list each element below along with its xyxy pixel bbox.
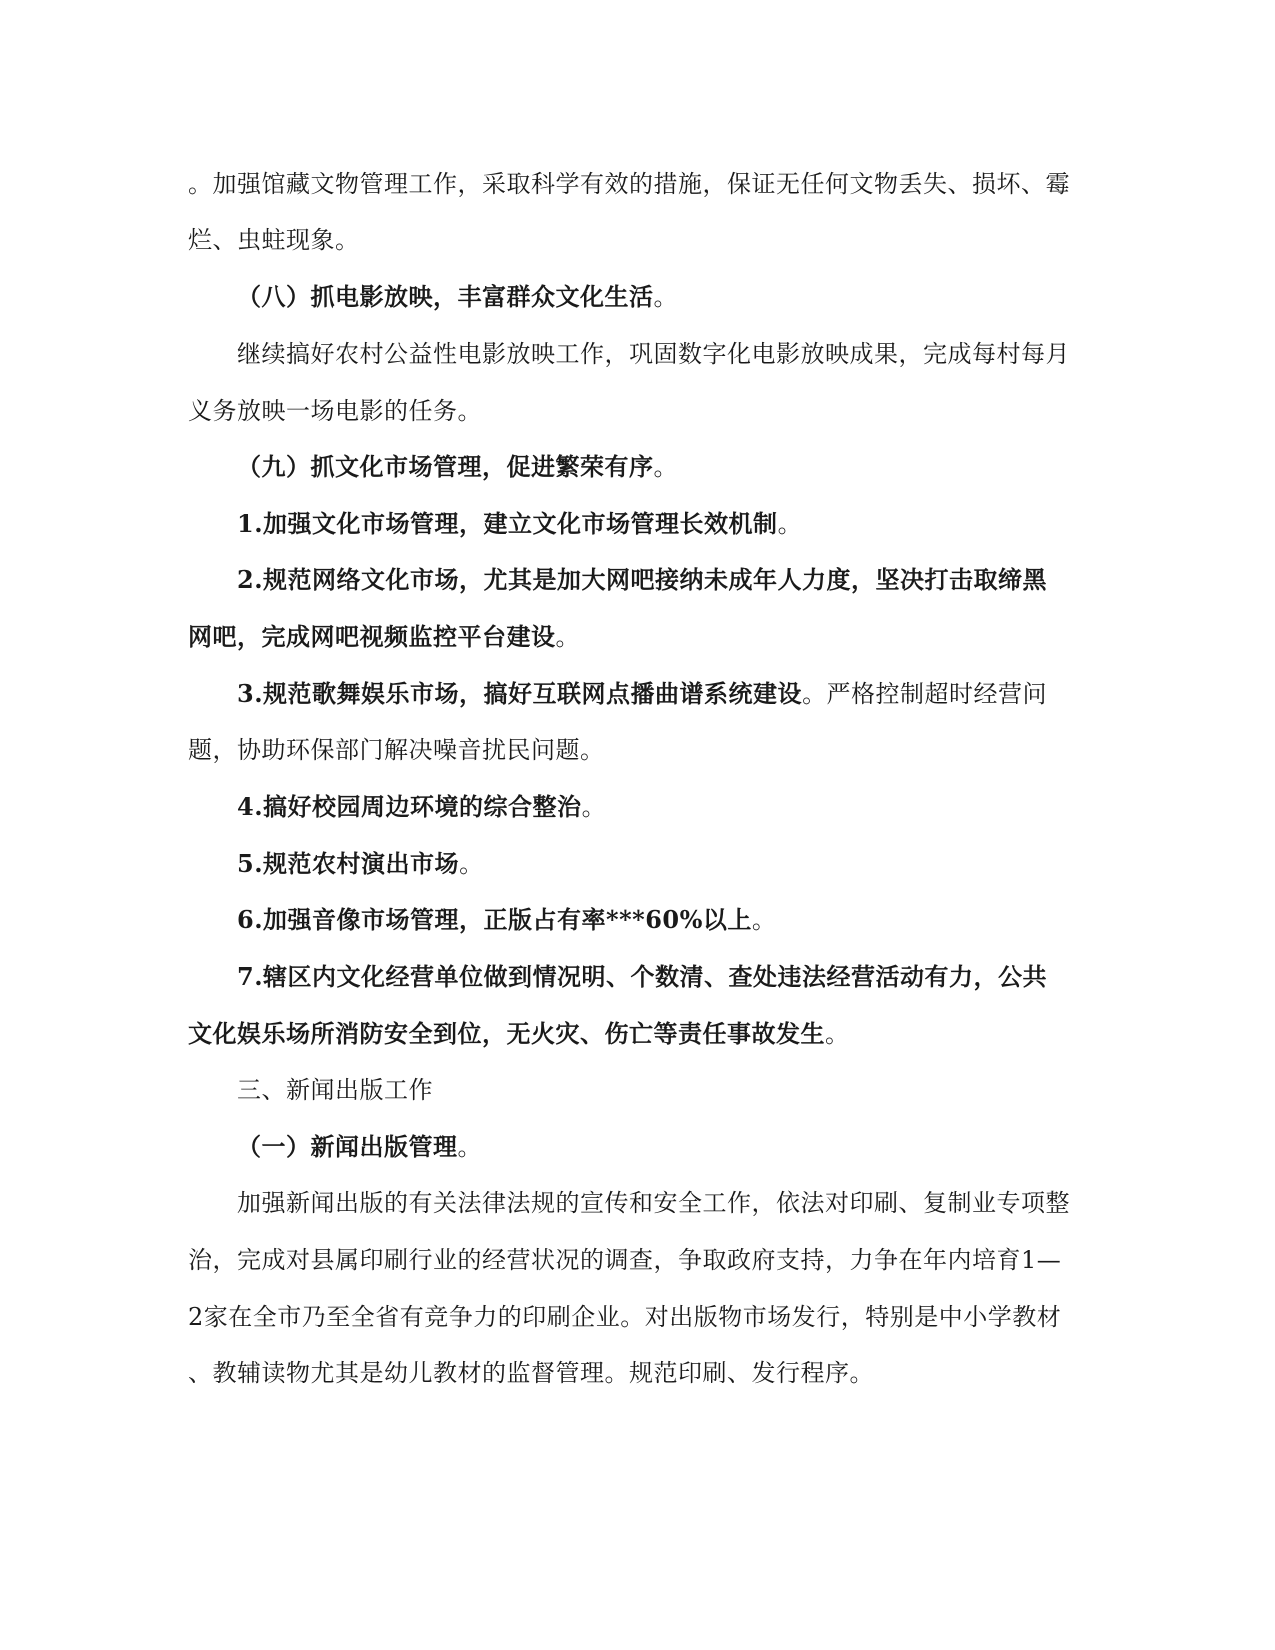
list-item-continuation: [188, 622, 1088, 652]
text-segment: 2.规范网络文化市场，尤其是加大网吧接纳未成年人力度，坚决打击取缔黑: [237, 565, 1048, 594]
text-segment: 4.搞好校园周边环境的综合整治: [237, 792, 582, 821]
text-line: [188, 225, 1088, 255]
text-line: [188, 169, 1088, 199]
text-segment: 。: [777, 510, 803, 538]
list-item: [237, 849, 1137, 879]
text-segment: 6.加强音像市场管理，正版占有率***60%以上: [237, 905, 752, 934]
text-segment: （八）抓电影放映，丰富群众文化生活: [237, 282, 654, 311]
section-heading: [237, 282, 1137, 312]
text-segment: 加强新闻出版的有关法律法规的宣传和安全工作，依法对印刷、复制业专项整: [237, 1189, 1070, 1217]
text-segment: 。: [555, 623, 580, 651]
text-segment: 。: [751, 906, 777, 934]
list-item: [237, 905, 1137, 935]
list-item: [237, 679, 1137, 709]
text-line: [188, 1302, 1088, 1332]
list-item-continuation: [188, 1019, 1088, 1049]
text-segment: 2家在全市乃至全省有竞争力的印刷企业。对出版物市场发行，特别是中小学教材: [188, 1303, 1062, 1331]
text-segment: 继续搞好农村公益性电影放映工作，巩固数字化电影放映成果，完成每村每月: [237, 340, 1070, 368]
text-segment: 。: [581, 793, 607, 821]
text-segment: 。: [653, 283, 678, 311]
text-segment: （九）抓文化市场管理，促进繁荣有序: [237, 452, 654, 481]
text-segment: 。: [457, 1133, 482, 1161]
text-segment: 文化娱乐场所消防安全到位，无火灾、伤亡等责任事故发生: [188, 1019, 825, 1048]
text-segment: 三、新闻出版工作: [237, 1076, 433, 1104]
text-line: [188, 396, 1088, 426]
text-segment: 义务放映一场电影的任务。: [188, 397, 482, 425]
text-segment: 、教辅读物尤其是幼儿教材的监督管理。规范印刷、发行程序。: [188, 1359, 874, 1387]
text-segment: 。: [653, 453, 678, 481]
chapter-heading: [237, 1075, 1137, 1105]
list-item: [237, 792, 1137, 822]
text-segment: 。: [459, 850, 484, 878]
list-item: [237, 565, 1137, 595]
list-item: [237, 962, 1137, 992]
text-line: [237, 339, 1137, 369]
text-segment: 。: [825, 1020, 850, 1048]
text-segment: 烂、虫蛀现象。: [188, 226, 360, 254]
text-segment: 题，协助环保部门解决噪音扰民问题。: [188, 736, 605, 764]
list-item: [237, 509, 1137, 539]
text-segment: 7.辖区内文化经营单位做到情况明、个数清、查处违法经营活动有力，公共: [237, 962, 1048, 991]
text-segment: 3.规范歌舞娱乐市场，搞好互联网点播曲谱系统建设: [237, 679, 803, 708]
text-segment: 。严格控制超时经营问: [802, 680, 1048, 708]
section-heading: [237, 1132, 1137, 1162]
text-segment: 治，完成对县属印刷行业的经营状况的调查，争取政府支持，力争在年内培育1—: [188, 1246, 1062, 1274]
list-item-continuation: [188, 735, 1088, 765]
text-segment: （一）新闻出版管理: [237, 1132, 458, 1161]
text-line: [237, 1188, 1137, 1218]
text-segment: 。加强馆藏文物管理工作，采取科学有效的措施，保证无任何文物丢失、损坏、霉: [188, 170, 1070, 198]
text-line: [188, 1358, 1088, 1388]
text-segment: 5.规范农村演出市场: [237, 849, 460, 878]
text-line: [188, 1245, 1088, 1275]
text-segment: 网吧，完成网吧视频监控平台建设: [188, 622, 556, 651]
text-segment: 1.加强文化市场管理，建立文化市场管理长效机制: [237, 509, 778, 538]
section-heading: [237, 452, 1137, 482]
